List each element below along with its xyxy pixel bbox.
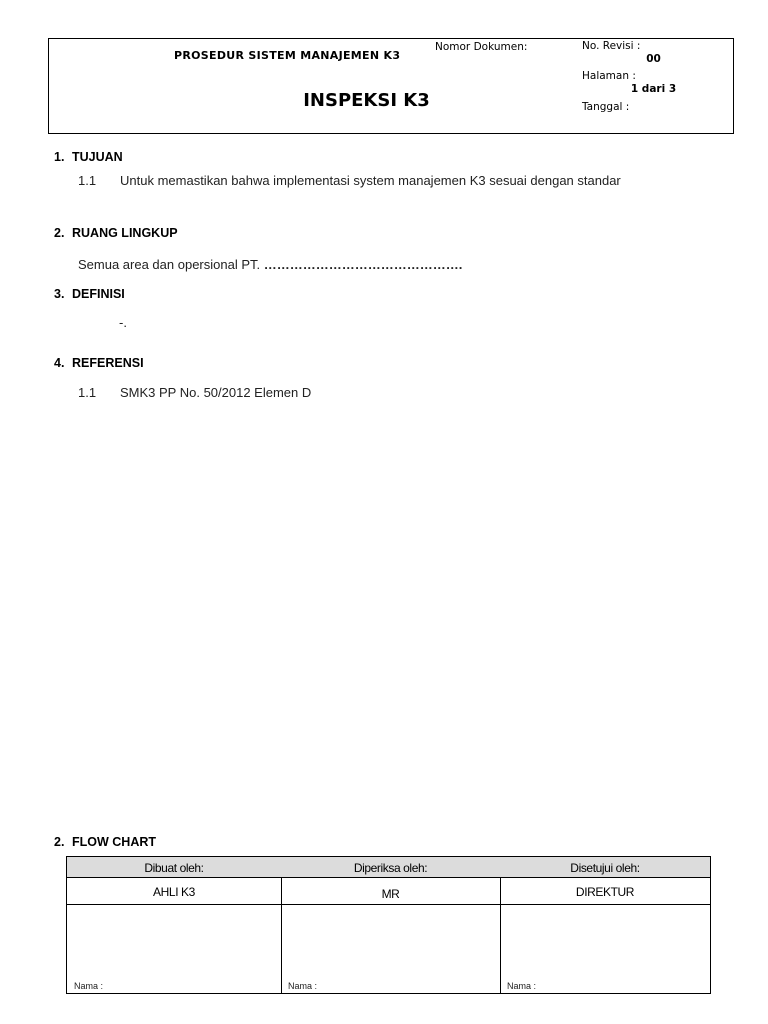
section-title: DEFINISI [72, 287, 125, 301]
approved-by-header: Disetujui oleh: [570, 860, 640, 875]
section-number: 3. [54, 287, 65, 301]
revision-cell [577, 39, 733, 70]
section-heading-definisi [48, 287, 125, 301]
document-number-label: Nomor Dokumen: [435, 41, 528, 53]
revision-value: 00 [646, 53, 661, 65]
checked-by-header: Diperiksa oleh: [353, 860, 428, 875]
revision-label: No. Revisi : [582, 40, 641, 52]
section-number: 1. [54, 150, 65, 164]
page-cell [577, 70, 733, 101]
procedure-title: PROSEDUR SISTEM MANAJEMEN K3 [174, 49, 401, 62]
date-cell [577, 101, 733, 133]
signature-name-field: Nama : [288, 981, 318, 991]
row-divider [67, 904, 710, 905]
document-header-table [48, 38, 734, 134]
scope-statement: Semua area dan opersional PT. [78, 257, 261, 272]
section-number: 2. [54, 835, 65, 849]
section-heading-tujuan [48, 150, 123, 164]
scope-blank-dots: ………………………………………. [263, 257, 463, 272]
page-value: 1 dari 3 [630, 83, 677, 95]
section-title: REFERENSI [72, 356, 144, 370]
item-number: 1.1 [78, 173, 97, 188]
section-title: TUJUAN [72, 150, 123, 164]
section-heading-ruang-lingkup [48, 226, 178, 240]
scope-text [78, 257, 462, 272]
item-text: Untuk memastikan bahwa implementasi system manajemen K3 sesuai dengan standar [120, 173, 621, 188]
role-direktur: DIREKTUR [575, 884, 635, 899]
signature-name-field: Nama : [507, 981, 537, 991]
section-number: 2. [54, 226, 65, 240]
section-title: RUANG LINGKUP [72, 226, 178, 240]
date-label: Tanggal : [582, 101, 630, 113]
section-heading-flow-chart [48, 835, 156, 849]
section-heading-referensi [48, 356, 144, 370]
document-title: INSPEKSI K3 [303, 90, 430, 111]
signature-name-field: Nama : [74, 981, 104, 991]
approval-table [66, 856, 711, 994]
definition-text: -. [119, 315, 127, 330]
list-item [78, 385, 311, 400]
role-mr: MR [381, 887, 400, 901]
section-title: FLOW CHART [72, 835, 157, 849]
role-ahli-k3: AHLI K3 [153, 884, 195, 899]
section-number: 4. [54, 356, 65, 370]
page-label: Halaman : [582, 70, 636, 82]
prepared-by-header: Dibuat oleh: [144, 860, 204, 875]
item-text: SMK3 PP No. 50/2012 Elemen D [120, 385, 312, 400]
item-number: 1.1 [78, 385, 97, 400]
list-item [78, 173, 621, 188]
company-logo-cell [49, 39, 156, 133]
